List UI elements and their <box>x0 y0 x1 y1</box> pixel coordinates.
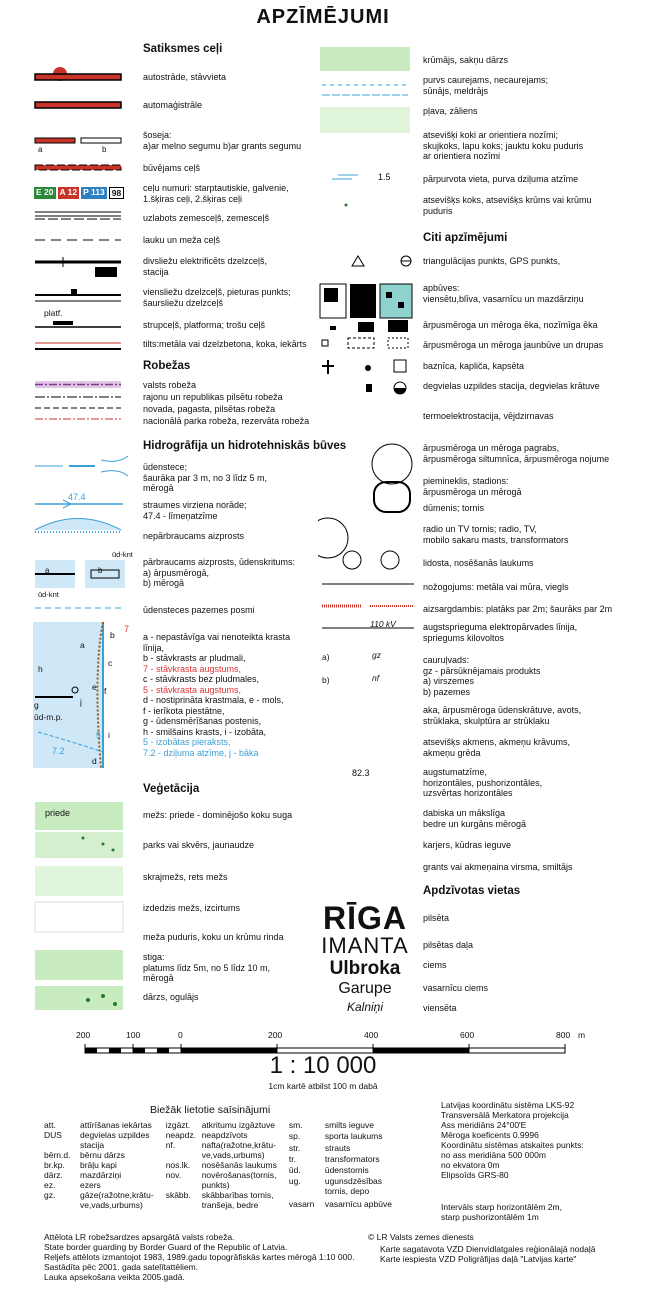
abbr-row <box>44 1120 156 1130</box>
shore-legend-item: c - stāvkrasts bez pludmales, <box>143 674 260 684</box>
other-label-6: termoelektrostacija, vējdzirnavas <box>423 411 554 421</box>
pipe-gz: gz <box>372 650 381 660</box>
other-label-7: ārpusmēroga un mēroga pagrabs, ārpusmēroga siltumnīca, ārpusmēroga nojume <box>423 443 610 464</box>
shore-map-h: h <box>38 664 43 674</box>
abbr-row <box>166 1190 279 1210</box>
other-label-3: ārpusmēroga un mēroga jaunbūve un drupas <box>423 340 604 350</box>
hydro-label-4: ūdensteces pazemes posmi <box>143 605 255 615</box>
road-label-5: uzlabots zemesceļš, zemesceļš <box>143 213 270 223</box>
swamp-depth: 1.5 <box>378 172 391 182</box>
road-label-0: autostrāde, stāvvieta <box>143 72 227 82</box>
road-label-3: būvējams ceļš <box>143 163 201 173</box>
abbr-row <box>166 1160 279 1170</box>
shore-map-d: d <box>92 756 97 766</box>
abbr-meaning: degvielas uzpildes stacija <box>80 1130 150 1150</box>
highway-b-symbol <box>81 138 121 143</box>
shore-map-c: c <box>108 658 113 668</box>
abbr-row <box>44 1130 156 1150</box>
shore-legend-item: b - stāvkrasts ar pludmali, <box>143 653 246 663</box>
pipe-b: b) <box>322 675 330 685</box>
abbr-meaning: ugunsdzēsības tornis, depo <box>324 1176 383 1197</box>
abbr-meaning: ūdenstornis <box>324 1165 369 1175</box>
veg-label-6: dārzs, ogulājs <box>143 992 199 1002</box>
abbr-meaning: novērošanas(tornis, punkts) <box>201 1170 277 1190</box>
road-label-7: divsliežu elektrificēts dzelzceļš, stacija <box>143 256 268 277</box>
road-number-e: E 20 <box>36 187 54 197</box>
abbr-row <box>166 1130 279 1140</box>
abbr-code: ug. <box>288 1176 301 1187</box>
abbr-meaning: attīrīšanas iekārtas <box>80 1120 152 1130</box>
road-number-a: A 12 <box>59 187 78 197</box>
other-label-12: nožogojums: metāla vai mūra, viegls <box>423 582 569 592</box>
abbr-code: nov. <box>165 1170 182 1180</box>
road-label-2: šoseja: a)ar melno segumu b)ar grants segumu <box>143 130 302 151</box>
shore-legend-item: 5 - stāvkrasta augstums, <box>143 684 242 695</box>
border-label-1: rajonu un republikas pilsētu robeža <box>143 392 283 402</box>
abbr-meaning: transformators <box>324 1153 380 1164</box>
hydro-header: Hidrogrāfija un hidrotehniskās būves <box>143 440 347 452</box>
border-label-0: valsts robeža <box>143 380 197 390</box>
abbr-row <box>44 1170 156 1180</box>
abbr-code: ūd. <box>288 1165 301 1175</box>
priede-label: priede <box>45 808 71 818</box>
abbr-row <box>289 1199 394 1210</box>
dam-code-2: ūd-knt <box>38 590 59 599</box>
abbr-code: dārz. <box>44 1170 63 1180</box>
other-label-19: dabiska un mākslīga bedre un kurgāns mērogā <box>423 808 527 829</box>
expressway-symbol <box>35 102 121 108</box>
abbr-meaning: bērnu dārzs <box>80 1150 125 1160</box>
settle-label-0: pilsēta <box>423 913 450 923</box>
other-label-4: baznīca, kapliča, kapsēta <box>423 361 525 371</box>
station-icon <box>95 267 117 277</box>
abbr-row <box>44 1160 156 1170</box>
abbr-meaning: ezers <box>80 1180 101 1190</box>
settle-label-4: viensēta <box>423 1003 457 1013</box>
place-homestead: Kalniņi <box>346 1000 384 1014</box>
pipe-a: a) <box>322 652 330 662</box>
scale-tick-5: 600 <box>460 1030 475 1040</box>
abbr-header: Biežāk lietotie saīsinājumi <box>150 1104 271 1116</box>
shore-legend-item: g - ūdensmērīšanas postenis, <box>143 716 262 726</box>
abbr-code: neapdz. <box>165 1130 196 1140</box>
abbr-row <box>166 1170 279 1190</box>
road-number-v: 98 <box>109 187 124 199</box>
abbr-row <box>289 1131 394 1142</box>
scale-tick-3: 200 <box>268 1030 283 1040</box>
railway-symbols <box>33 285 123 353</box>
road-label-9: strupceļš, platforma; trošu ceļš <box>143 320 266 330</box>
highway-a-symbol <box>35 138 75 143</box>
scale-tick-0: 200 <box>76 1030 91 1040</box>
other-label-9: dūmenis; tornis <box>423 503 485 513</box>
other-label-5: degvielas uzpildes stacija, degvielas krātuve <box>423 381 600 391</box>
scale-tick-4: 400 <box>364 1030 379 1040</box>
scale-tick-unit: m <box>578 1030 586 1040</box>
place-village: Ulbroka <box>329 958 401 979</box>
other-label-14: augstsprieguma elektropārvades līnija, spriegums kilovoltos <box>423 622 578 643</box>
other-label-1: apbūves: viensētu,blīva, vasarnīcu un mazdārziņu <box>423 283 584 304</box>
border-symbols <box>33 378 123 428</box>
road-label-6: lauku un meža ceļš <box>143 235 221 245</box>
shore-map-j: j <box>80 697 82 707</box>
other-label-13: aizsargdambis: platāks par 2m; šaurāks par 2m <box>423 604 613 614</box>
abbr-meaning: brāļu kapi <box>80 1160 117 1170</box>
abbr-row <box>44 1190 156 1210</box>
abbr-row <box>44 1180 156 1190</box>
right-veg-symbols <box>318 45 413 225</box>
border-label-2: novada, pagasta, pilsētas robeža <box>143 404 276 414</box>
kv-label: 110 kV <box>370 619 396 629</box>
scale-note: 1cm kartē atbilst 100 m dabā <box>268 1081 378 1091</box>
abbr-row <box>289 1165 394 1176</box>
construction-road-symbol <box>35 165 121 170</box>
other-label-8: piemineklis, stadions: ārpusmēroga un mērogā <box>423 476 522 497</box>
hydro-label-3: pārbraucams aizprosts, ūdenskritums: a) ārpusmērogā, b) mērogā <box>143 557 296 588</box>
legend-title: APZĪMĒJUMI <box>256 6 390 28</box>
other-label-17: atsevišķs akmens, akmeņu krāvums, akmeņu grēda <box>423 737 571 758</box>
abbr-meaning: nosēšanās laukums <box>201 1160 277 1170</box>
veg-label-2: skrajmežs, rets mežs <box>143 872 228 882</box>
shore-map-g: g <box>34 700 39 710</box>
abbr-table <box>44 1120 424 1210</box>
shore-map-udmp: ūd-m.p. <box>34 712 63 722</box>
road-label-8: viensliežu dzelzceļš, pieturas punkts; šaursliežu dzelzceļš <box>143 287 291 308</box>
scale-ratio: 1 : 10 000 <box>269 1052 377 1079</box>
dam-code-1: ūd-knt <box>112 550 133 559</box>
shore-legend-item: a - nepastāvīga vai nenoteikta krasta līnija, <box>143 632 291 653</box>
shore-legend-item: d - nostiprināta krastmala, e - mols, <box>143 695 284 705</box>
shore-map-5: 5 <box>96 730 101 740</box>
rveg-label-1: purvs caurejams, necaurejams; sūnājs, meldrājs <box>423 75 549 96</box>
rveg-label-2: pļava, zāliens <box>423 106 478 116</box>
other-label-0: triangulācijas punkts, GPS punkts, <box>423 256 561 266</box>
footer-notes: Attēlota LR robežsardzes apsargātā valsts robeža. State border guarding by Border Guard of the Republic of Latvia. Reljefs attēlots izmantojot 1983, 1989.gadu topogrāfiskās kartes mērogā 1:10 000. Sastādīta pēc 2001. gada satelītattēliem. Lauka apsekošana veikta 2005.gadā. <box>44 1232 355 1282</box>
copyright: © LR Valsts zemes dienests <box>368 1232 474 1242</box>
abbr-row <box>166 1140 279 1160</box>
road-numbers <box>34 187 124 199</box>
abbr-row <box>289 1143 394 1154</box>
settle-label-1: pilsētas daļa <box>423 940 474 950</box>
other-label-21: grants vai akmeņaina virsma, smiltājs <box>423 862 573 872</box>
abbr-code: br.kp. <box>44 1160 65 1170</box>
abbr-code: bērn.d. <box>44 1150 71 1160</box>
shore-map-72: 7.2 <box>52 746 65 756</box>
road-label-4: ceļu numuri: starptautiskie, galvenie, 1.šķiras ceļi, 2.šķiras ceļi <box>143 183 289 204</box>
abbr-col-1 <box>166 1120 279 1210</box>
abbr-row <box>166 1120 279 1130</box>
rveg-label-3: atsevišķi koki ar orientiera nozīmi; skujkoks, lapu koks; jauktu koku puduris ar orientiera nozīmi <box>423 130 584 161</box>
abbr-meaning: strauts <box>324 1142 351 1153</box>
border-label-3: nacionālā parka robeža, rezervāta robeža <box>143 416 310 426</box>
abbr-code: izgāzt. <box>165 1120 191 1130</box>
shore-map-b: b <box>110 630 115 640</box>
place-city: RĪGA <box>323 900 407 936</box>
abbr-meaning: sporta laukums <box>324 1131 383 1142</box>
shore-map-e: e <box>92 682 97 692</box>
road-number-p: P 113 <box>83 187 105 197</box>
platform-label: platf. <box>44 308 63 318</box>
vegetation-symbols <box>33 800 125 1010</box>
abbr-meaning: skābbarības tornis, tranšeja, bedre <box>201 1190 274 1210</box>
place-cottage-village: Garupe <box>338 980 392 997</box>
veg-label-4: meža puduris, koku un krūmu rinda <box>143 932 284 942</box>
abbr-row <box>44 1150 156 1160</box>
road-b-label: b <box>102 145 107 154</box>
dam-a-label: a <box>45 566 50 575</box>
abbr-code: str. <box>288 1142 301 1153</box>
shore-legend-item: h - smilšains krasts, i - izobāta, <box>143 726 267 737</box>
shore-map-f: f <box>104 686 107 696</box>
shore-legend-item: f - ierīkota piestātne, <box>143 705 225 716</box>
abbr-code: nos.lk. <box>165 1160 191 1170</box>
place-district: IMANTA <box>321 933 409 958</box>
abbr-meaning: smilts ieguve <box>324 1120 374 1130</box>
scale-tick-2: 0 <box>178 1030 183 1040</box>
other-label-11: lidosta, nosēšanās laukums <box>423 558 534 568</box>
shore-map-a: a <box>80 640 85 650</box>
scale-tick-1: 100 <box>126 1030 141 1040</box>
other-label-18: augstumatzīme, horizontāles, pushorizontāles, uzsvērtas horizontāles <box>423 767 543 798</box>
road-label-1: automaģistrāle <box>143 100 203 110</box>
roads-header: Satiksmes ceļi <box>143 43 223 55</box>
veg-header: Veģetācija <box>143 783 200 795</box>
road-label-10: tilts:metāla vai dzelzbetona, koka, iekārts <box>143 339 307 349</box>
abbr-row <box>289 1154 394 1165</box>
road-a-label: a <box>38 145 43 154</box>
rveg-label-0: krūmājs, sakņu dārzs <box>423 55 509 65</box>
abbr-code: vasarn <box>288 1198 315 1209</box>
veg-label-0: mežs: priede - dominējošo koku suga <box>143 810 293 820</box>
abbr-code: nf. <box>165 1140 176 1150</box>
abbr-row <box>289 1120 394 1131</box>
abbr-code: sm. <box>288 1120 303 1130</box>
abbr-meaning: nafta(ražotne,krātu- ve,vads,urbums) <box>201 1140 276 1160</box>
shore-legend <box>143 632 313 758</box>
abbr-col-0 <box>44 1120 156 1210</box>
abbr-code: sp. <box>288 1131 301 1142</box>
motorway-symbol <box>35 74 121 80</box>
borders-header: Robežas <box>143 360 191 372</box>
abbr-col-2 <box>289 1120 394 1210</box>
roads-symbols <box>33 62 123 292</box>
dam-b-label: b <box>98 566 103 575</box>
abbr-code: DUS <box>44 1130 62 1140</box>
abbr-code: gz. <box>44 1190 56 1200</box>
abbr-meaning: atkritumu izgāztuve <box>201 1120 275 1130</box>
shore-map-7: 7 <box>124 624 130 634</box>
settle-header: Apdzīvotas vietas <box>423 885 521 897</box>
abbr-meaning: neapdzīvots <box>201 1130 248 1140</box>
other-label-16: aka, ārpusmēroga ūdenskrātuve, avots, strūklaka, skulptūra ar strūklaku <box>423 705 582 726</box>
abbr-meaning: mazdārziņi <box>80 1170 122 1180</box>
hydro-label-1: straumes virziena norāde; 47.4 - līmeņatzīme <box>143 500 247 521</box>
abbr-code: skābb. <box>165 1190 191 1200</box>
other-header: Citi apzīmējumi <box>423 232 508 244</box>
settle-label-2: ciems <box>423 960 447 970</box>
abbr-code: tr. <box>288 1153 296 1164</box>
scale-tick-6: 800 <box>556 1030 571 1040</box>
other-symbols <box>318 250 418 740</box>
veg-label-3: izdedzis mežs, izcirtums <box>143 903 241 913</box>
abbr-row <box>289 1176 394 1199</box>
shore-legend-item: 7 - stāvkrasta augstums, <box>143 663 242 674</box>
hydro-label-0: ūdenstece; šaurāka par 3 m, no 3 līdz 5 m, mērogā <box>143 462 268 493</box>
veg-label-1: parks vai skvērs, jaunaudze <box>143 840 255 850</box>
height-mark: 82.3 <box>352 768 370 778</box>
rveg-label-5: atsevišķs koks, atsevišķs krūms vai krūmu puduris <box>423 195 592 216</box>
settle-label-3: vasarnīcu ciems <box>423 983 489 993</box>
other-label-15: cauruļvads: gz - pārsūknējamais produkts a) virszemes b) pazemes <box>423 655 541 697</box>
pipe-nf: nf <box>372 673 380 683</box>
abbr-meaning: vasarnīcu apbūve <box>324 1198 392 1209</box>
veg-label-5: stiga: platums līdz 5m, no 5 līdz 10 m, mērogā <box>143 952 271 983</box>
shore-legend-item: 5 - izobātas pieraksts, <box>143 737 231 747</box>
abbr-meaning: gāze(ražotne,krātu- ve,vads,urbums) <box>80 1190 154 1210</box>
hydro-label-2: nepārbraucams aizprosts <box>143 531 245 541</box>
print-info: Karte sagatavota VZD Dienvidlatgales reģionālajā nodaļā Karte iespiesta VZD Poligrāfijas daļā "Latvijas karte" <box>380 1244 596 1264</box>
other-label-2: ārpusmēroga un mēroga ēka, nozīmīga ēka <box>423 320 598 330</box>
other-label-10: radio un TV tornis; radio, TV, mobilo sakaru masts, transformators <box>423 524 569 545</box>
other-label-20: karjers, kūdras ieguve <box>423 840 512 850</box>
shore-map-i: i <box>108 730 110 740</box>
coordinate-system: Latvijas koordinātu sistēma LKS-92 Transversālā Merkatora projekcija Ass meridiāns 24°00'E Mēroga koeficents 0.9996 Koordinātu sistēmas atskaites punkts: no ass meridiāna 500 000m no ekvatora 0m Elipsoīds GRS-80 <box>441 1100 584 1180</box>
shore-legend-item: 7.2 - dziļuma atzīme, j - bāka <box>143 747 259 758</box>
hydro-level-label: 47.4 <box>68 492 86 502</box>
contour-interval: Intervāls starp horizontālēm 2m, starp pushorizontālēm 1m <box>441 1202 562 1222</box>
abbr-code: ez. <box>44 1180 56 1190</box>
rveg-label-4: pārpurvota vieta, purva dziļuma atzīme <box>423 174 579 184</box>
abbr-code: att. <box>44 1120 56 1130</box>
